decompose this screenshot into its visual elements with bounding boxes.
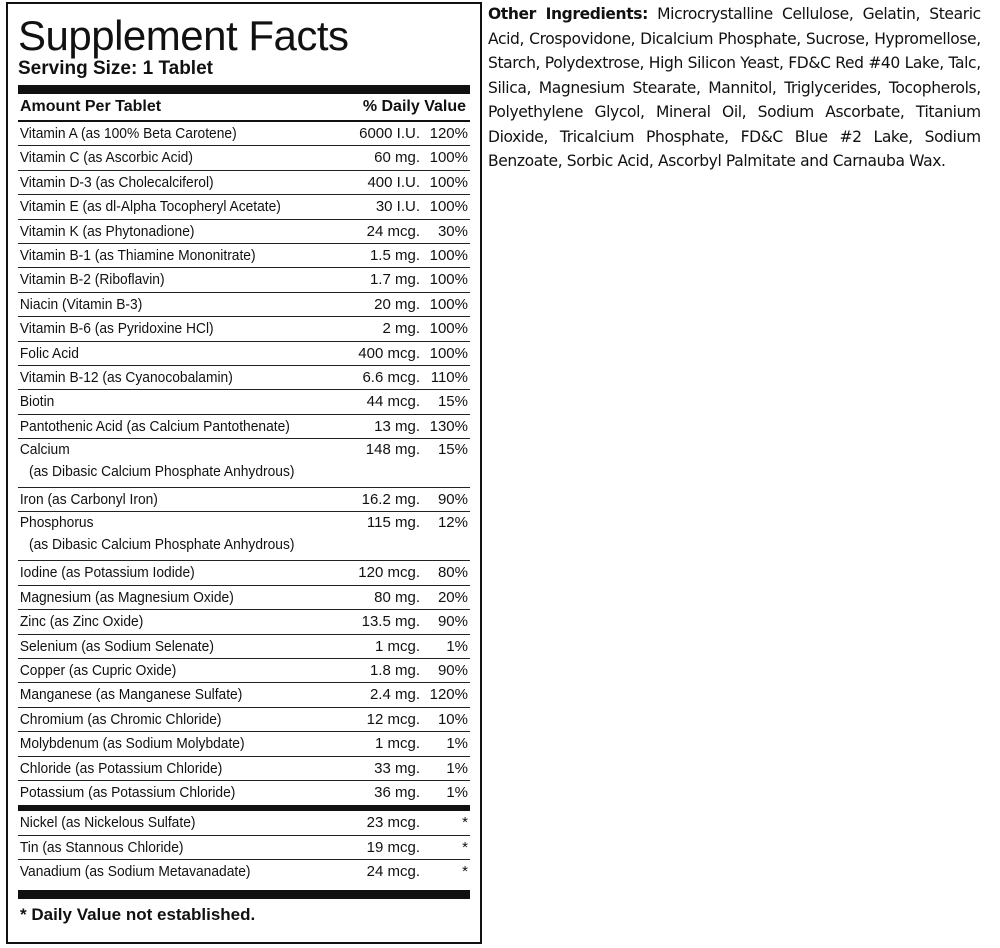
nutrient-amount: 2 mg.	[382, 320, 420, 338]
nutrient-amount: 1.7 mg.	[369, 271, 420, 289]
nutrient-daily-value: 30%	[437, 222, 468, 240]
nutrient-daily-value: 110%	[430, 368, 468, 386]
nutrient-row	[18, 171, 470, 195]
nutrient-source: (as Dibasic Calcium Phosphate Anhydrous)	[29, 535, 295, 553]
nutrient-amount: 16.2 mg.	[361, 491, 420, 509]
nutrient-row	[18, 732, 470, 756]
nutrient-daily-value: 10%	[437, 710, 468, 728]
nutrient-row	[18, 659, 470, 683]
nutrient-amount: 1.5 mg.	[369, 246, 420, 264]
nutrient-daily-value: 100%	[429, 149, 468, 167]
nutrient-row	[18, 439, 470, 488]
nutrient-row	[18, 836, 470, 860]
nutrient-name	[18, 635, 303, 658]
nutrient-name	[18, 781, 303, 804]
nutrient-name	[18, 860, 303, 883]
nutrient-name	[18, 683, 303, 706]
nutrient-row	[18, 561, 470, 585]
nutrient-daily-value: 15%	[437, 393, 468, 411]
nutrient-name-text: Folic Acid	[19, 344, 79, 362]
nutrient-name	[18, 512, 303, 555]
nutrient-amount: 115 mg.	[366, 514, 420, 532]
nutrient-row	[18, 195, 470, 219]
nutrient-name-text: Selenium (as Sodium Selenate)	[19, 637, 214, 655]
nutrient-amount: 13 mg.	[374, 417, 420, 435]
nutrient-amount: 6.6 mcg.	[362, 368, 420, 386]
nutrient-row	[18, 268, 470, 292]
nutrient-row	[18, 683, 470, 707]
nutrient-amount: 24 mcg.	[366, 222, 420, 240]
nutrient-amount: 23 mcg.	[366, 814, 420, 832]
nutrient-name	[18, 439, 303, 482]
nutrient-name	[18, 171, 303, 194]
nutrient-row	[18, 390, 470, 414]
nutrient-name-text: Manganese (as Manganese Sulfate)	[19, 686, 243, 704]
nutrient-name-text: Vanadium (as Sodium Metavanadate)	[19, 863, 251, 881]
nutrient-daily-value: 120%	[429, 125, 468, 142]
nutrient-name	[18, 659, 303, 682]
nutrient-row	[18, 708, 470, 732]
nutrient-name-text: Calcium	[19, 441, 70, 459]
nutrient-name	[18, 708, 303, 731]
nutrient-row	[18, 317, 470, 341]
nutrient-amount: 19 mcg.	[366, 838, 420, 856]
amount-per-tablet-label: Amount Per Tablet	[20, 98, 162, 115]
nutrient-list	[18, 122, 470, 805]
nutrient-amount: 33 mg.	[374, 759, 420, 777]
nutrient-amount: 80 mg.	[374, 588, 420, 606]
nutrient-amount: 6000 I.U.	[359, 125, 420, 142]
nutrient-daily-value: 1%	[446, 759, 468, 777]
nutrient-amount: 1.8 mg.	[369, 662, 420, 680]
nutrient-name	[18, 342, 303, 365]
serving-size: Serving Size: 1 Tablet	[18, 58, 213, 79]
nutrient-name-text: Vitamin B-6 (as Pyridoxine HCl)	[19, 320, 214, 338]
nutrient-name-text: Nickel (as Nickelous Sulfate)	[19, 814, 196, 832]
nutrient-daily-value: 1%	[446, 735, 468, 753]
other-ingredients-label: Other Ingredients:	[488, 4, 648, 23]
nutrient-name	[18, 390, 303, 413]
nutrient-daily-value: 100%	[429, 295, 468, 313]
nutrient-row	[18, 342, 470, 366]
nutrient-name	[18, 317, 303, 340]
nutrient-row	[18, 122, 470, 146]
nutrient-row	[18, 811, 470, 835]
nutrient-daily-value: *	[462, 814, 468, 832]
nutrient-name	[18, 811, 303, 834]
nutrient-amount: 120 mcg.	[358, 564, 420, 582]
nutrient-name	[18, 268, 303, 291]
nutrient-daily-value: 12%	[437, 514, 468, 532]
header-divider	[18, 85, 470, 94]
nutrient-name	[18, 732, 303, 755]
other-nutrient-list	[18, 811, 470, 884]
nutrient-name-text: Copper (as Cupric Oxide)	[19, 662, 177, 680]
other-ingredients-text	[488, 2, 981, 174]
nutrient-row	[18, 488, 470, 512]
nutrient-name-text: Niacin (Vitamin B-3)	[19, 295, 143, 313]
nutrient-daily-value: 90%	[437, 662, 468, 680]
nutrient-daily-value: 90%	[437, 491, 468, 509]
supplement-facts-panel	[6, 2, 482, 944]
nutrient-name-text: Biotin	[19, 393, 55, 411]
nutrient-daily-value: 20%	[437, 588, 468, 606]
other-ingredients-list: Microcrystalline Cellulose, Gelatin, Stearic Acid, Crospovidone, Dicalcium Phosphate, Sucrose, Hypromellose, Starch, Polydextrose, High Silicon Yeast, FD&C Red #40 Lake, Talc, Silica, Magnesium Stearate, Mannitol, Triglycerides, Tocopherols, Polyethylene Glycol, Mineral Oil, Sodium Ascorbate, Titanium Dioxide, Tricalcium Phosphate, FD&C Blue #2 Lake, Sodium Benzoate, Sorbic Acid, Ascorbyl Palmitate and Carnauba Wax.	[488, 4, 981, 170]
nutrient-daily-value: 100%	[429, 198, 468, 216]
nutrient-name-text: Iodine (as Potassium Iodide)	[19, 564, 195, 582]
nutrient-daily-value: 1%	[446, 637, 468, 655]
nutrient-name	[18, 488, 303, 511]
nutrient-name	[18, 244, 303, 267]
nutrient-row	[18, 635, 470, 659]
nutrient-name-text: Molybdenum (as Sodium Molybdate)	[19, 735, 245, 753]
nutrient-amount: 148 mg.	[365, 441, 420, 459]
nutrient-name	[18, 366, 303, 389]
nutrient-name	[18, 610, 303, 633]
nutrient-amount: 44 mcg.	[366, 393, 420, 411]
nutrient-name	[18, 415, 303, 438]
nutrient-name-text: Iron (as Carbonyl Iron)	[19, 491, 158, 509]
nutrient-daily-value: *	[462, 838, 468, 856]
nutrient-row	[18, 366, 470, 390]
nutrient-amount: 30 I.U.	[375, 198, 420, 216]
nutrient-amount: 400 mcg.	[358, 344, 420, 362]
nutrient-daily-value: 100%	[429, 320, 468, 338]
nutrient-name-text: Tin (as Stannous Chloride)	[19, 838, 184, 856]
nutrient-daily-value: *	[462, 863, 468, 881]
nutrient-name	[18, 122, 303, 145]
nutrient-amount: 60 mg.	[374, 149, 420, 167]
nutrient-daily-value: 100%	[429, 246, 468, 264]
nutrient-amount: 1 mcg.	[374, 735, 420, 753]
nutrient-name-text: Phosphorus	[19, 514, 94, 532]
nutrient-row	[18, 781, 470, 805]
column-header-row	[18, 94, 470, 122]
daily-value-label: % Daily Value	[362, 98, 466, 115]
nutrient-amount: 400 I.U.	[367, 173, 420, 191]
nutrient-name	[18, 836, 303, 859]
nutrient-name-text: Pantothenic Acid (as Calcium Pantothenate)	[19, 417, 290, 435]
nutrient-amount: 1 mcg.	[374, 637, 420, 655]
nutrient-name-text: Vitamin K (as Phytonadione)	[19, 222, 195, 240]
nutrient-name-text: Zinc (as Zinc Oxide)	[19, 613, 144, 631]
nutrient-amount: 12 mcg.	[366, 710, 420, 728]
nutrient-name-text: Vitamin A (as 100% Beta Carotene)	[19, 125, 237, 142]
nutrient-name-text: Magnesium (as Magnesium Oxide)	[19, 588, 234, 606]
nutrient-name-text: Vitamin B-12 (as Cyanocobalamin)	[19, 368, 233, 386]
nutrient-name-text: Vitamin E (as dl-Alpha Tocopheryl Acetate)	[19, 198, 281, 216]
nutrient-name-text: Vitamin D-3 (as Cholecalciferol)	[19, 173, 214, 191]
facts-title: Supplement Facts	[18, 12, 349, 59]
nutrient-name-text: Potassium (as Potassium Chloride)	[19, 783, 236, 801]
footnote: * Daily Value not established.	[20, 904, 256, 924]
nutrient-row	[18, 586, 470, 610]
nutrient-daily-value: 130%	[429, 417, 468, 435]
nutrient-name	[18, 561, 303, 584]
nutrient-name-text: Chloride (as Potassium Chloride)	[19, 759, 223, 777]
nutrient-daily-value: 100%	[429, 271, 468, 289]
nutrient-name	[18, 757, 303, 780]
nutrient-daily-value: 15%	[437, 441, 468, 459]
nutrient-name	[18, 586, 303, 609]
nutrient-row	[18, 244, 470, 268]
nutrient-daily-value: 90%	[437, 613, 468, 631]
nutrient-daily-value: 120%	[429, 686, 468, 704]
nutrient-row	[18, 610, 470, 634]
nutrient-amount: 36 mg.	[374, 783, 420, 801]
nutrient-daily-value: 100%	[429, 344, 468, 362]
nutrient-name	[18, 293, 303, 316]
nutrient-daily-value: 100%	[429, 173, 468, 191]
nutrient-name	[18, 195, 303, 218]
nutrient-row	[18, 860, 470, 884]
footer-divider	[18, 890, 470, 899]
nutrient-daily-value: 1%	[446, 783, 468, 801]
nutrient-name-text: Vitamin B-1 (as Thiamine Mononitrate)	[19, 246, 256, 264]
nutrient-daily-value: 80%	[437, 564, 468, 582]
nutrient-row	[18, 757, 470, 781]
nutrient-row	[18, 220, 470, 244]
nutrient-amount: 13.5 mg.	[361, 613, 420, 631]
nutrient-name	[18, 220, 303, 243]
nutrient-row	[18, 146, 470, 170]
nutrient-amount: 20 mg.	[374, 295, 420, 313]
nutrient-name-text: Chromium (as Chromic Chloride)	[19, 710, 222, 728]
nutrient-amount: 2.4 mg.	[369, 686, 420, 704]
nutrient-row	[18, 415, 470, 439]
nutrient-source: (as Dibasic Calcium Phosphate Anhydrous)	[29, 462, 295, 480]
nutrient-row	[18, 512, 470, 561]
nutrient-name-text: Vitamin C (as Ascorbic Acid)	[19, 149, 193, 167]
nutrient-name-text: Vitamin B-2 (Riboflavin)	[19, 271, 165, 289]
nutrient-row	[18, 293, 470, 317]
nutrient-amount: 24 mcg.	[366, 863, 420, 881]
nutrient-name	[18, 146, 303, 169]
